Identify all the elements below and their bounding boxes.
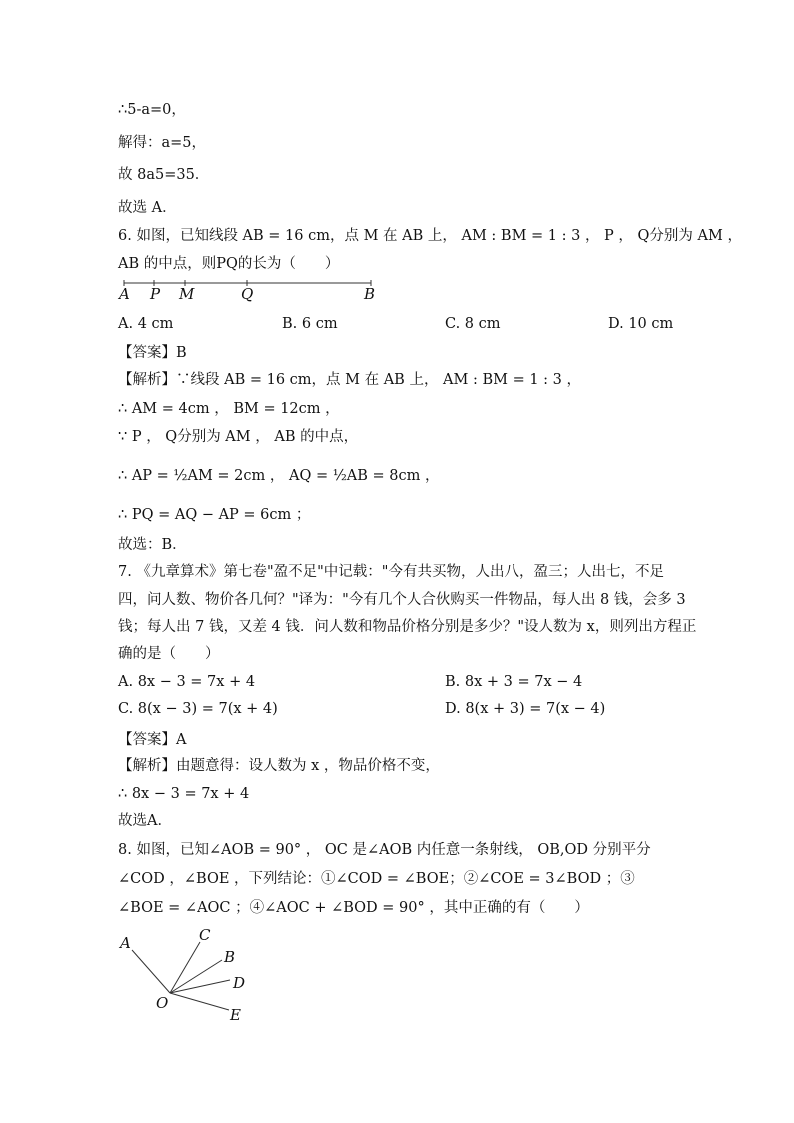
ray-ob [170,960,222,993]
ray-od [170,980,230,993]
text-line-l18: 【解析】由题意得：设人数为 x ，物品价格不变， [118,758,440,774]
text-line-l6: 【答案】B [118,345,187,361]
text-line-l7: 【解析】∵线段 AB = 16 cm，点 M 在 AB 上， AM : BM = 1 : 3 ， [118,372,582,388]
text-line-q7d: D. 8(x + 3) = 7(x − 4) [445,701,606,717]
text-line-l4: 6. 如图，已知线段 AB = 16 cm，点 M 在 AB 上， AM : BM = 1 : 3 ， P ， Q分别为 AM ， [118,228,742,244]
angle-figure [118,926,245,1024]
label-ray-d: D [233,974,246,992]
text-line-q6d: D. 10 cm [608,316,674,332]
label-ray-c: C [199,926,211,944]
text-line-q6a: A. 4 cm [118,316,174,332]
ray-oc [170,942,200,993]
label-q: Q [241,285,254,303]
label-vertex-o: O [156,994,169,1012]
text-line-l22: ∠COD ，∠BOE ，下列结论：①∠COD = ∠BOE；②∠COE = 3∠BOD ；③ [118,871,635,887]
ray-oe [170,993,229,1010]
text-line-l3: 故选 A． [118,200,177,216]
text-line-l11: ∴ PQ = AQ − AP = 6cm ； [118,507,311,523]
text-line-q7c: C. 8(x − 3) = 7(x + 4) [118,701,278,717]
text-line-l14: 四，问人数、物价各几何？"译为："今有几个人合伙购买一件物品，每人出 8 钱，会多 3 [118,592,686,608]
text-line-q7b: B. 8x + 3 = 7x − 4 [445,674,583,690]
label-m: M [179,285,195,303]
text-line-l19: ∴ 8x − 3 = 7x + 4 [118,786,250,802]
text-line-l0: ∴5-a=0， [118,102,186,118]
text-line-l16: 确的是（ ） [118,646,220,662]
text-line-l17: 【答案】A [118,732,187,748]
text-line-q6b: B. 6 cm [282,316,338,332]
text-line-q6c: C. 8 cm [445,316,501,332]
text-line-l2: 故 8a5=35． [118,167,210,183]
label-ray-a: A [120,934,131,952]
text-line-l23: ∠BOE = ∠AOC ；④∠AOC + ∠BOD = 90° ，其中正确的有（ ） [118,900,589,916]
ray-oa [132,950,170,993]
text-line-l13: 7. 《九章算术》第七卷"盈不足"中记载："今有共买物，人出八，盈三；人出七，不足 [118,564,664,580]
text-line-l21: 8. 如图，已知∠AOB = 90° ， OC 是∠AOB 内任意一条射线， OB,OD 分别平分 [118,842,651,858]
text-line-l8: ∴ AM = 4cm ， BM = 12cm ， [118,401,340,417]
text-line-l5: AB 的中点，则PQ的长为（ ） [118,256,340,272]
label-p: P [150,285,161,303]
text-line-l20: 故选A． [118,813,172,829]
label-ray-b: B [224,948,236,966]
text-line-l9: ∵ P ， Q分别为 AM ， AB 的中点， [118,429,359,445]
text-line-l1: 解得：a=5， [118,135,207,151]
label-ray-e: E [230,1006,241,1024]
text-line-q7a: A. 8x − 3 = 7x + 4 [118,674,256,690]
text-line-l15: 钱；每人出 7 钱，又差 4 钱．问人数和物品价格分别是多少？"设人数为 x，则列出方程正 [118,619,697,635]
text-line-l12: 故选：B． [118,537,187,553]
text-line-l10: ∴ AP = ½AM = 2cm ， AQ = ½AB = 8cm ， [118,468,440,484]
label-b: B [364,285,376,303]
label-a: A [119,285,130,303]
